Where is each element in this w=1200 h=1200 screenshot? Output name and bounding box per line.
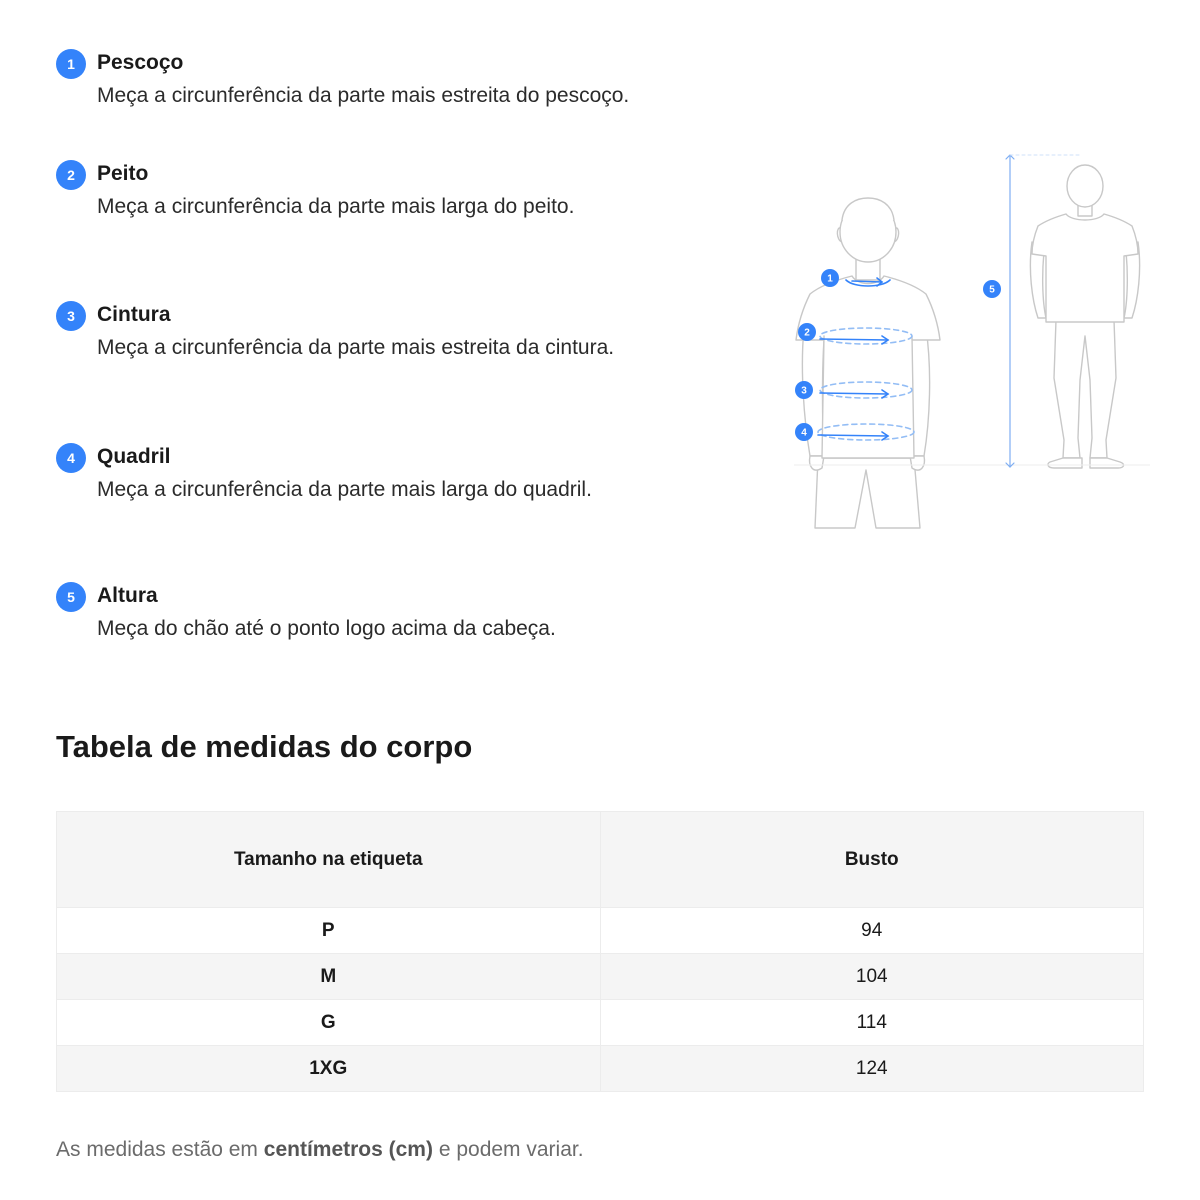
table-header-row — [57, 812, 1144, 908]
size-cell: 1XG — [57, 1046, 601, 1092]
units-footnote — [56, 1138, 584, 1162]
step-description: Meça do chão até o ponto logo acima da cabeça. — [97, 617, 556, 640]
bust-cell: 124 — [600, 1046, 1144, 1092]
svg-text:1: 1 — [827, 273, 833, 285]
size-cell: G — [57, 1000, 601, 1046]
footnote-text-end: e podem variar. — [432, 1138, 584, 1161]
column-header-bust: Busto — [600, 812, 1144, 908]
step-title: Quadril — [97, 445, 171, 468]
table-row — [57, 1046, 1144, 1092]
step-number-badge: 3 — [56, 301, 86, 331]
step-title: Altura — [97, 584, 158, 607]
marker-waist — [795, 381, 813, 399]
step-number-badge: 4 — [56, 443, 86, 473]
body-measurement-figure — [780, 140, 1160, 540]
size-cell: P — [57, 908, 601, 954]
footnote-text-start: As medidas estão em — [56, 1138, 264, 1161]
svg-text:3: 3 — [801, 385, 807, 397]
step-description: Meça a circunferência da parte mais larga do quadril. — [97, 478, 592, 501]
closeup-figure-shorts — [815, 458, 920, 528]
marker-chest — [798, 323, 816, 341]
step-title: Pescoço — [97, 51, 184, 74]
size-cell: M — [57, 954, 601, 1000]
marker-hip — [795, 423, 813, 441]
bust-cell: 94 — [600, 908, 1144, 954]
size-table — [56, 811, 1144, 1092]
full-height-figure — [1030, 165, 1139, 468]
step-description: Meça a circunferência da parte mais estreita do pescoço. — [97, 84, 630, 107]
step-description: Meça a circunferência da parte mais larga do peito. — [97, 195, 575, 218]
step-number-badge: 5 — [56, 582, 86, 612]
size-table-title: Tabela de medidas do corpo — [56, 729, 473, 764]
marker-neck — [821, 269, 839, 287]
bust-cell: 104 — [600, 954, 1144, 1000]
bust-cell: 114 — [600, 1000, 1144, 1046]
svg-text:5: 5 — [989, 284, 995, 296]
svg-text:2: 2 — [804, 327, 810, 339]
table-row — [57, 954, 1144, 1000]
closeup-figure-head — [837, 198, 898, 280]
table-row — [57, 908, 1144, 954]
step-number-badge: 2 — [56, 160, 86, 190]
step-title: Cintura — [97, 303, 171, 326]
svg-text:4: 4 — [801, 427, 807, 439]
marker-height — [983, 280, 1001, 298]
step-title: Peito — [97, 162, 149, 185]
step-number-badge: 1 — [56, 49, 86, 79]
column-header-size: Tamanho na etiqueta — [57, 812, 601, 908]
footnote-units: centímetros (cm) — [263, 1138, 433, 1161]
table-row — [57, 1000, 1144, 1046]
step-description: Meça a circunferência da parte mais estreita da cintura. — [97, 336, 615, 359]
